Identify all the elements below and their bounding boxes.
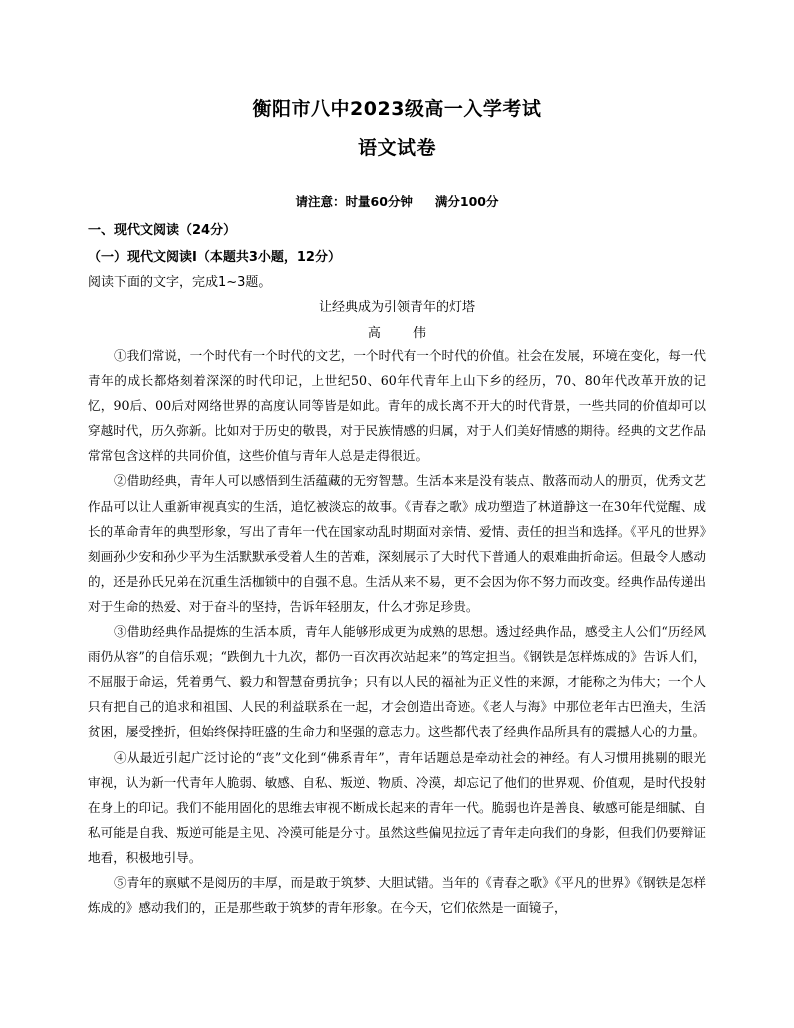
paragraph: ④从最近引起广泛讨论的“丧”文化到“佛系青年”，青年话题总是牵动社会的神经。有人习惯用挑剔的眼光审视，认为新一代青年人脆弱、敏感、自私、叛逆、物质、冷漠，却忘记了他们的世界观、价值观，是时代投射在身上的印记。我们不能用固化的思维去审视不断成长起来的青年一代。脆弱也许是善良、敏感可能是细腻、自私可能是自我、叛逆可能是主见、冷漠可能是分寸。虽然这些偏见拉远了青年走向我们的身影，但我们仍要辩证地看，积极地引导。 <box>88 749 706 865</box>
paragraph: ⑤青年的禀赋不是阅历的丰厚，而是敢于筑梦、大胆试错。当年的《青春之歌》《平凡的世界》《钢铁是怎样炼成的》感动我们的，正是那些敢于筑梦的青年形象。在今天，它们依然是一面镜子， <box>88 874 706 916</box>
section-heading: 一、现代文阅读（24分） <box>88 223 237 238</box>
paragraph: ③借助经典作品提炼的生活本质，青年人能够形成更为成熟的思想。透过经典作品，感受主人公们“历经风雨仍从容”的自信乐观；“跌倒九十九次，都仍一百次再次站起来”的笃定担当。《钢铁是怎样炼成的》告诉人们，不屈服于命运，凭着勇气、毅力和智慧奋勇抗争；只有以人民的福祉为正义性的来源，才能称之为伟大；一个人只有把自己的追求和祖国、人民的利益联系在一起，才会创造出奇迹。《老人与海》中那位老年古巴渔夫，生活贫困，屡受挫折，但始终保持旺盛的生命力和坚强的意志力。这些都代表了经典作品所具有的震撼人心的力量。 <box>88 624 706 740</box>
paragraph: ①我们常说，一个时代有一个时代的文艺，一个时代有一个时代的价值。社会在发展，环境在变化，每一代青年的成长都烙刻着深深的时代印记，上世纪50、60年代青年上山下乡的经历，70、80年代改革开放的记忆，90后、00后对网络世界的高度认同等皆是如此。青年的成长离不开大的时代背景，一些共同的价值却可以穿越时代，历久弥新。比如对于历史的敬畏，对于民族情感的归属，对于人们美好情感的期待。经典的文艺作品常常包含这样的共同价值，这些价值与青年人总是走得很近。 <box>88 348 706 464</box>
article-title: 让经典成为引领青年的灯塔 <box>318 300 475 315</box>
full-score: 满分100分 <box>434 194 499 209</box>
paragraph: ②借助经典，青年人可以感悟到生活蕴藏的无穷智慧。生活本来是没有装点、散落而动人的册页，优秀文艺作品可以让人重新审视真实的生活，追忆被淡忘的故事。《青春之歌》成功塑造了林道静这一在30年代觉醒、成长的革命青年的典型形象，写出了青年一代在国家动乱时期面对亲情、爱情、责任的担当和选择。《平凡的世界》刻画孙少安和孙少平为生活默默承受着人生的苦难，深刻展示了大时代下普通人的艰难曲折命运。但最令人感动的，还是孙氏兄弟在沉重生活枷锁中的自强不息。生活从来不易，更不会因为你不努力而改变。经典作品传递出对于生命的热爱、对于奋斗的坚持，告诉年轻朋友，什么才弥足珍贵。 <box>88 473 706 614</box>
article-author: 高 伟 <box>367 326 441 341</box>
exam-subject: 语文试卷 <box>357 137 436 159</box>
subsection-heading: （一）现代文阅读Ⅰ（本题共3小题，12分） <box>88 250 341 265</box>
exam-note <box>0 192 794 210</box>
article-body <box>88 343 706 920</box>
reading-instruction: 阅读下面的文字，完成1~3题。 <box>88 275 272 290</box>
exam-title: 衡阳市八中2023级高一入学考试 <box>252 98 542 120</box>
time-limit: 请注意：时量60分钟 <box>295 194 413 209</box>
